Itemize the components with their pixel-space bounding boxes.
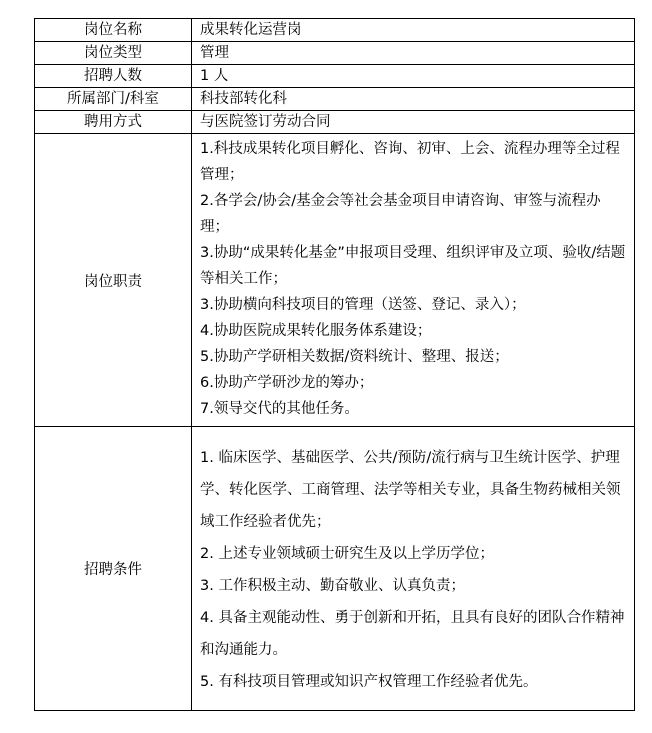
requirements-label: 招聘条件 [35, 427, 192, 711]
position-name-label: 岗位名称 [35, 19, 192, 42]
position-name-value: 成果转化运营岗 [192, 19, 635, 42]
list-item: 1.科技成果转化项目孵化、咨询、初审、上会、流程办理等全过程管理； [200, 141, 620, 183]
position-type-value: 管理 [192, 42, 635, 65]
department-label: 所属部门/科室 [35, 88, 192, 111]
list-item: 2. 上述专业领域硕士研究生及以上学历学位； [200, 545, 494, 562]
list-item: 7.领导交代的其他任务。 [200, 401, 359, 417]
list-item: 2.各学会/协会/基金会等社会基金项目申请咨询、审签与流程办理； [200, 193, 601, 235]
requirements-cell [192, 427, 635, 711]
list-item: 6.协助产学研沙龙的筹办； [200, 375, 374, 391]
table-row-headcount [35, 65, 635, 88]
list-item: 5.协助产学研相关数据/资料统计、整理、报送； [200, 349, 509, 365]
employment-type-value: 与医院签订劳动合同 [192, 111, 635, 134]
requirements-list [192, 436, 634, 702]
headcount-label: 招聘人数 [35, 65, 192, 88]
headcount-value: 1 人 [192, 65, 635, 88]
duties-list [192, 134, 634, 426]
table-row-position-type [35, 42, 635, 65]
table-row-employment-type [35, 111, 635, 134]
list-item: 5. 有科技项目管理或知识产权管理工作经验者优先。 [200, 673, 538, 690]
list-item: 4. 具备主观能动性、勇于创新和开拓，且具有良好的团队合作精神和沟通能力。 [200, 609, 625, 658]
table-row-duties [35, 134, 635, 427]
duties-label: 岗位职责 [35, 134, 192, 427]
department-value: 科技部转化科 [192, 88, 635, 111]
list-item: 3.协助“成果转化基金”申报项目受理、组织评审及立项、验收/结题等相关工作； [200, 245, 626, 287]
duties-cell [192, 134, 635, 427]
position-type-label: 岗位类型 [35, 42, 192, 65]
job-posting-table [34, 18, 635, 711]
list-item: 3.协助横向科技项目的管理（送签、登记、录入）； [200, 297, 526, 313]
employment-type-label: 聘用方式 [35, 111, 192, 134]
table-row-position-name [35, 19, 635, 42]
list-item: 1. 临床医学、基础医学、公共/预防/流行病与卫生统计医学、护理学、转化医学、工商管理、法学等相关专业，具备生物药械相关领域工作经验者优先； [200, 449, 621, 530]
list-item: 3. 工作积极主动、勤奋敬业、认真负责； [200, 577, 465, 594]
list-item: 4.协助医院成果转化服务体系建设； [200, 323, 432, 339]
table-row-department [35, 88, 635, 111]
table-row-requirements [35, 427, 635, 711]
